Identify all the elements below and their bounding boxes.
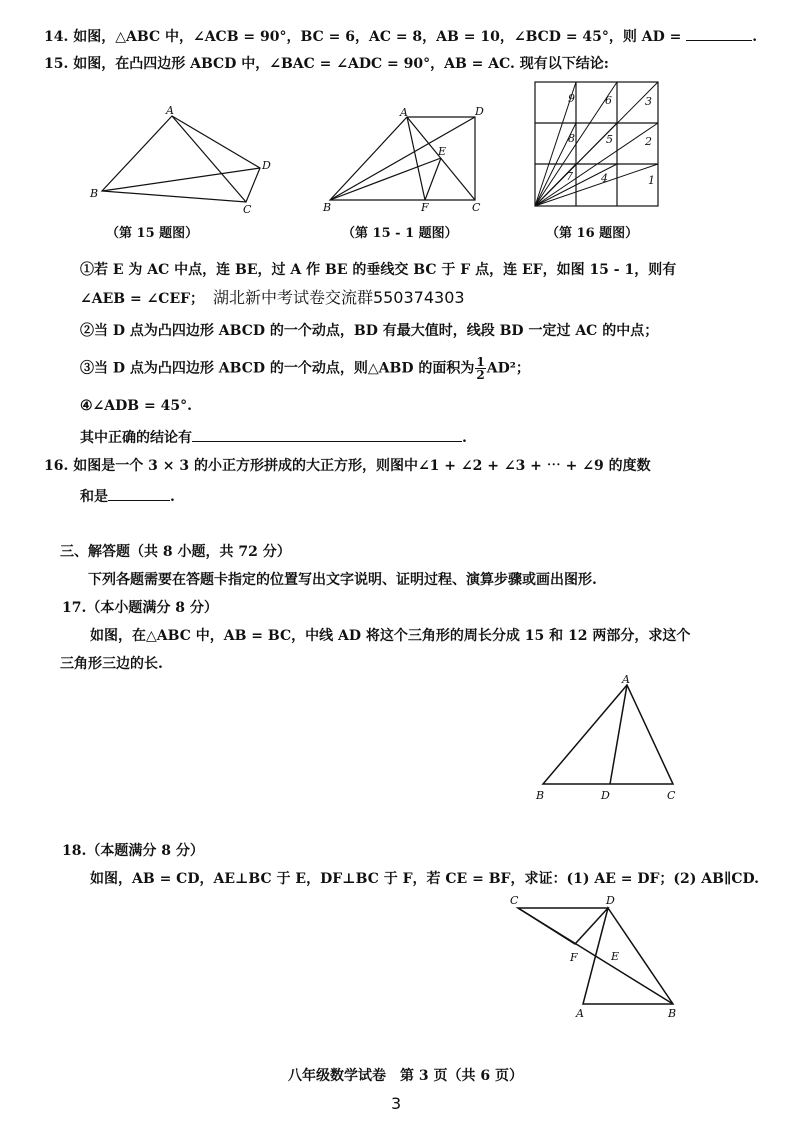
fig17-label-c: C <box>667 789 676 802</box>
answer-prefix: 和是 <box>80 489 108 505</box>
fig15-1-label-c: C <box>472 201 481 214</box>
fig17-label-d: D <box>601 789 610 802</box>
answer-blank-15[interactable] <box>192 427 462 442</box>
question-17-line1: 如图，在△ABC 中，AB = BC，中线 AD 将这个三角形的周长分成 15 和 12 两部分，求这个 <box>90 628 691 644</box>
period: . <box>752 29 758 45</box>
fig15-1-label-b: B <box>323 201 332 214</box>
fig16-angle-2: 2 <box>645 135 652 148</box>
conclusion-3 <box>80 356 530 381</box>
fraction-denominator: 2 <box>476 368 485 382</box>
fig18-label-e: E <box>611 950 620 963</box>
period: . <box>462 430 467 446</box>
fig15-label-a: A <box>166 104 174 117</box>
conclusion-4: ④∠ADB = 45°. <box>80 398 192 414</box>
section-3-title: 三、解答题（共 8 小题，共 72 分） <box>60 544 291 560</box>
figure-15-1 <box>320 105 500 215</box>
fig15-label-b: B <box>90 187 99 200</box>
conclusion-1-line2 <box>80 289 465 308</box>
footer-title: 八年级数学试卷 第 3 页（共 6 页） <box>288 1068 523 1084</box>
caption-fig16: （第 16 题图） <box>546 226 639 241</box>
fig18-label-a: A <box>576 1007 584 1020</box>
question-17-line2: 三角形三边的长. <box>60 656 163 672</box>
conclusion-3-pre: ③当 D 点为凸四边形 ABCD 的一个动点，则△ABD 的面积为 <box>80 360 475 377</box>
fig15-label-d: D <box>262 159 271 172</box>
figure-16 <box>535 82 660 208</box>
fig18-label-c: C <box>510 894 519 907</box>
fig16-angle-8: 8 <box>568 132 575 145</box>
question-14 <box>44 26 757 46</box>
fig16-angle-7: 7 <box>566 170 573 183</box>
question-16-line1: 16. 如图是一个 3 × 3 的小正方形拼成的大正方形，则图中∠1 + ∠2 + ∠3 + ⋯ + ∠9 的度数 <box>44 458 651 474</box>
watermark-text: 湖北新中考试卷交流群550374303 <box>212 288 465 307</box>
page-number: 3 <box>391 1094 402 1113</box>
fig17-label-b: B <box>536 789 545 802</box>
section-3-instruction: 下列各题需要在答题卡指定的位置写出文字说明、证明过程、演算步骤或画出图形. <box>88 572 597 588</box>
fig16-angle-6: 6 <box>605 94 612 107</box>
fig16-angle-5: 5 <box>606 133 613 146</box>
fig16-angle-9: 9 <box>568 92 575 105</box>
fraction-numerator: 1 <box>476 355 485 369</box>
fig18-label-f: F <box>570 951 578 964</box>
answer-blank-14[interactable] <box>686 26 752 41</box>
fig15-1-label-d: D <box>475 105 484 118</box>
conclusion-1-tail: ∠AEB = ∠CEF； <box>80 291 205 307</box>
question-18-line1: 如图，AB = CD，AE⊥BC 于 E，DF⊥BC 于 F，若 CE = BF，求证：(1) AE = DF；(2) AB∥CD. <box>90 871 760 887</box>
answer-blank-16[interactable] <box>108 486 170 501</box>
fraction-half <box>475 356 485 381</box>
figure-17 <box>530 672 690 807</box>
question-15-answer <box>80 427 467 447</box>
fig18-label-b: B <box>668 1007 677 1020</box>
figure-18 <box>508 889 688 1019</box>
conclusion-1-line1: ①若 E 为 AC 中点，连 BE，过 A 作 BE 的垂线交 BC 于 F 点，连 EF，如图 15 - 1，则有 <box>80 262 677 278</box>
period: . <box>170 489 175 505</box>
conclusion-2: ②当 D 点为凸四边形 ABCD 的一个动点，BD 有最大值时，线段 BD 一定过 AC 的中点； <box>80 323 659 339</box>
fig15-1-label-f: F <box>421 201 429 214</box>
fig15-1-label-e: E <box>438 145 447 158</box>
fig16-angle-1: 1 <box>648 174 655 187</box>
caption-fig15: （第 15 题图） <box>106 226 199 241</box>
question-18-title: 18.（本题满分 8 分） <box>62 843 204 859</box>
question-14-text: 14. 如图，△ABC 中，∠ACB = 90°，BC = 6，AC = 8，AB = 10，∠BCD = 45°，则 AD = <box>44 29 682 45</box>
fig15-label-c: C <box>243 203 252 216</box>
question-17-title: 17.（本小题满分 8 分） <box>62 600 218 616</box>
fig16-angle-4: 4 <box>601 172 608 185</box>
fig16-angle-3: 3 <box>645 95 652 108</box>
conclusion-3-post: AD²； <box>486 360 530 377</box>
fig17-label-a: A <box>622 673 630 686</box>
answer-prefix: 其中正确的结论有 <box>80 430 192 446</box>
fig18-label-d: D <box>606 894 615 907</box>
question-16-line2 <box>80 486 175 506</box>
fig15-1-label-a: A <box>400 106 408 119</box>
caption-fig15-1: （第 15 - 1 题图） <box>342 226 458 241</box>
figure-15 <box>80 105 280 215</box>
question-15-stem: 15. 如图，在凸四边形 ABCD 中，∠BAC = ∠ADC = 90°，AB = AC. 现有以下结论: <box>44 56 609 72</box>
